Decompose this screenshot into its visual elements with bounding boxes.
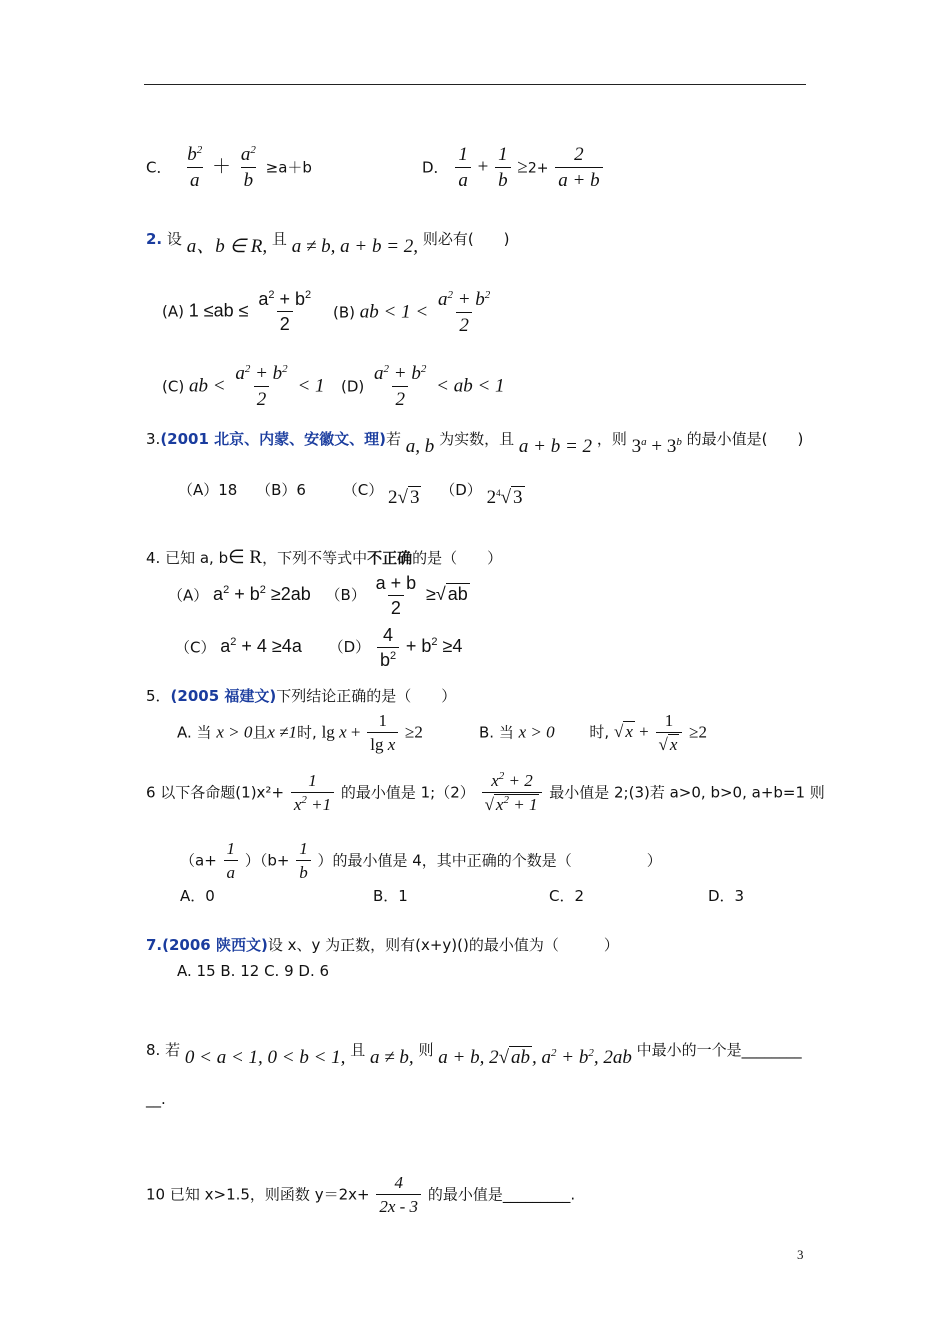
q2-option-a: (A) 1 ≤ab ≤ $\frac{a^2 + b^2}{2}$ [162, 289, 312, 334]
q6-option-d: D．3 [708, 887, 745, 905]
q6-line2: （a+ $\frac{1}{a}$ ）（b+ $\frac{1}{b}$ ）的最小值是 4，其中正确的个数是（ ） [180, 839, 662, 882]
q2-option-d: (D) $\frac{a^2 + b^2}{2}$ < ab < 1 [341, 363, 505, 410]
q8-blank-continued: __. [146, 1090, 166, 1108]
q4-stem: 4. 已知 a, b∈ R，下列不等式中不正确的是（ ） [146, 547, 503, 568]
q6-option-c: C．2 [549, 887, 585, 905]
q3-options: （A）18 （B）6 （C） 2√ 3 （D） $2^4√$ 3 [178, 481, 523, 508]
q2-option-c: (C) ab < $\frac{a^2 + b^2}{2}$ < 1 [162, 363, 325, 410]
q1-option-c: C． $\frac{b^2}{a}$ ＋ $\frac{a^2}{b}$ ≥a＋b [146, 144, 312, 191]
q4-option-a-b: （A） $a^2 + b^2 \ge 2ab$ （B） $\frac{a + b}{2}$ ≥√ ab [168, 573, 468, 618]
q5-option-a: A. 当 x > 0且x ≠1时, lg x + $\frac{1}{\text{lg x}}$ ≥2 [177, 711, 423, 754]
q6-option-b: B．1 [373, 887, 408, 905]
q3-stem: 3.(2001 北京、内蒙、安徽文、理)若 a, b 为实数，且 a + b = 2 ，则 $3^a + 3^b$ 的最小值是( ) [146, 430, 804, 457]
q4-option-c-d: （C） $a^2 + 4 \ge 4a$ （D） $\frac{4}{b^2}$ + $b^2 \ge 4$ [175, 625, 463, 670]
page-number: 3 [797, 1247, 804, 1262]
header-rule [144, 84, 806, 85]
q5-option-b: B. 当 x > 0 时, √ x + $\frac{1}{√ x}$ ≥2 [479, 711, 708, 754]
q10-stem: 10 已知 x>1.5，则函数 y＝2x+ $\frac{4}{2x - 3}$ 的最小值是_________. [146, 1173, 576, 1216]
q6-option-a: A．0 [180, 887, 215, 905]
q8-stem: 8. 若 0 < a < 1, 0 < b < 1, 且 a ≠ b, 则 a + b, 2√ ab , $a^2 + b^2$, 2ab 中最小的一个是________ [146, 1041, 802, 1068]
q2-option-b: (B) ab < 1 < $\frac{a^2 + b^2}{2}$ [333, 289, 491, 336]
q2-stem: 2. 设 a、b ∈ R, 且 a ≠ b, a + b = 2, 则必有( ) [146, 230, 510, 257]
q6-stem: 6 以下各命题(1)x²+ $\frac{1}{x^2 +1}$ 的最小值是 1;（2） $\frac{x^2 + 2}{√ x^2 + 1}$ 最小值是 2;(3)若 a>0, b>0, a+b=1 则 [146, 770, 825, 814]
q5-stem: 5．(2005 福建文)下列结论正确的是（ ） [146, 687, 457, 705]
q7-stem: 7.(2006 陕西文)设 x、y 为正数，则有(x+y)()的最小值为（ ） [146, 936, 619, 954]
q7-options: A. 15 B. 12 C. 9 D. 6 [177, 962, 330, 980]
q1-option-d: D． $\frac{1}{a}$ + $\frac{1}{b}$ ≥2+ $\frac{2}{a + b}$ [422, 145, 605, 191]
